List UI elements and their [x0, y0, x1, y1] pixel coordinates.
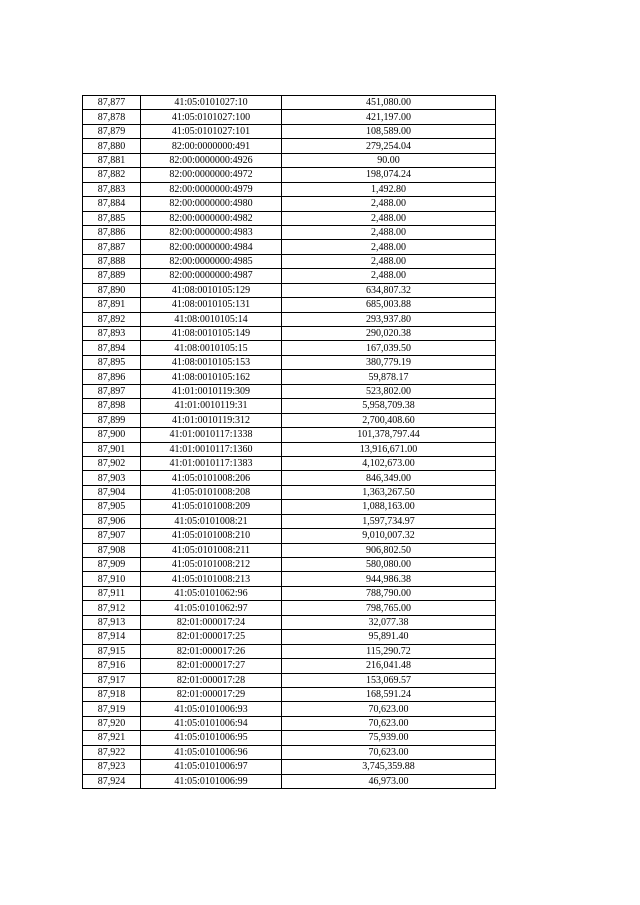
- value-cell: 5,958,709.38: [282, 399, 496, 413]
- table-row: [83, 774, 496, 788]
- table-row: [83, 485, 496, 499]
- row-number-cell: 87,908: [83, 543, 141, 557]
- row-number-cell: 87,912: [83, 601, 141, 615]
- table-row: [83, 153, 496, 167]
- value-cell: 153,069.57: [282, 673, 496, 687]
- value-cell: 168,591.24: [282, 687, 496, 701]
- row-number-cell: 87,881: [83, 153, 141, 167]
- table-row: [83, 110, 496, 124]
- value-cell: 198,074.24: [282, 168, 496, 182]
- row-number-cell: 87,913: [83, 615, 141, 629]
- row-number-cell: 87,907: [83, 529, 141, 543]
- table-row: [83, 298, 496, 312]
- table-row: [83, 384, 496, 398]
- table-row: [83, 124, 496, 138]
- cadastral-number-cell: 82:01:000017:27: [141, 659, 282, 673]
- data-table-body: [83, 96, 496, 789]
- cadastral-number-cell: 82:00:0000000:4980: [141, 197, 282, 211]
- cadastral-number-cell: 41:05:0101062:96: [141, 586, 282, 600]
- cadastral-number-cell: 41:01:0010119:312: [141, 413, 282, 427]
- row-number-cell: 87,909: [83, 558, 141, 572]
- value-cell: 523,802.00: [282, 384, 496, 398]
- cadastral-number-cell: 41:05:0101008:208: [141, 485, 282, 499]
- table-row: [83, 471, 496, 485]
- value-cell: 2,488.00: [282, 211, 496, 225]
- value-cell: 3,745,359.88: [282, 760, 496, 774]
- table-row: [83, 283, 496, 297]
- cadastral-number-cell: 82:00:0000000:4979: [141, 182, 282, 196]
- cadastral-number-cell: 82:01:000017:29: [141, 687, 282, 701]
- value-cell: 290,020.38: [282, 327, 496, 341]
- row-number-cell: 87,910: [83, 572, 141, 586]
- table-row: [83, 673, 496, 687]
- row-number-cell: 87,906: [83, 514, 141, 528]
- cadastral-number-cell: 82:00:0000000:4983: [141, 225, 282, 239]
- cadastral-number-cell: 82:00:0000000:4926: [141, 153, 282, 167]
- cadastral-number-cell: 41:05:0101006:99: [141, 774, 282, 788]
- row-number-cell: 87,904: [83, 485, 141, 499]
- value-cell: 1,597,734.97: [282, 514, 496, 528]
- table-row: [83, 601, 496, 615]
- table-row: [83, 745, 496, 759]
- cadastral-number-cell: 41:05:0101062:97: [141, 601, 282, 615]
- row-number-cell: 87,878: [83, 110, 141, 124]
- value-cell: 59,878.17: [282, 370, 496, 384]
- value-cell: 798,765.00: [282, 601, 496, 615]
- row-number-cell: 87,884: [83, 197, 141, 211]
- value-cell: 380,779.19: [282, 355, 496, 369]
- cadastral-number-cell: 41:08:0010105:149: [141, 327, 282, 341]
- data-table: [82, 95, 496, 789]
- cadastral-number-cell: 41:05:0101006:93: [141, 702, 282, 716]
- cadastral-number-cell: 41:05:0101008:213: [141, 572, 282, 586]
- table-row: [83, 572, 496, 586]
- cadastral-number-cell: 41:08:0010105:129: [141, 283, 282, 297]
- table-row: [83, 586, 496, 600]
- table-row: [83, 644, 496, 658]
- value-cell: 90.00: [282, 153, 496, 167]
- cadastral-number-cell: 82:00:0000000:4972: [141, 168, 282, 182]
- value-cell: 115,290.72: [282, 644, 496, 658]
- value-cell: 421,197.00: [282, 110, 496, 124]
- table-row: [83, 543, 496, 557]
- row-number-cell: 87,922: [83, 745, 141, 759]
- cadastral-number-cell: 82:00:0000000:491: [141, 139, 282, 153]
- row-number-cell: 87,879: [83, 124, 141, 138]
- table-row: [83, 428, 496, 442]
- row-number-cell: 87,888: [83, 254, 141, 268]
- table-row: [83, 514, 496, 528]
- row-number-cell: 87,897: [83, 384, 141, 398]
- table-row: [83, 456, 496, 470]
- table-row: [83, 370, 496, 384]
- cadastral-number-cell: 41:05:0101008:206: [141, 471, 282, 485]
- cadastral-number-cell: 41:05:0101027:100: [141, 110, 282, 124]
- row-number-cell: 87,920: [83, 716, 141, 730]
- cadastral-number-cell: 41:05:0101006:97: [141, 760, 282, 774]
- table-row: [83, 197, 496, 211]
- row-number-cell: 87,901: [83, 442, 141, 456]
- value-cell: 846,349.00: [282, 471, 496, 485]
- value-cell: 2,488.00: [282, 197, 496, 211]
- row-number-cell: 87,890: [83, 283, 141, 297]
- table-row: [83, 659, 496, 673]
- cadastral-number-cell: 41:01:0010119:31: [141, 399, 282, 413]
- value-cell: 906,802.50: [282, 543, 496, 557]
- table-row: [83, 139, 496, 153]
- value-cell: 1,088,163.00: [282, 500, 496, 514]
- cadastral-number-cell: 41:05:0101006:96: [141, 745, 282, 759]
- value-cell: 46,973.00: [282, 774, 496, 788]
- table-row: [83, 182, 496, 196]
- value-cell: 2,488.00: [282, 269, 496, 283]
- row-number-cell: 87,896: [83, 370, 141, 384]
- cadastral-number-cell: 41:01:0010117:1360: [141, 442, 282, 456]
- cadastral-number-cell: 41:05:0101027:101: [141, 124, 282, 138]
- cadastral-number-cell: 82:00:0000000:4984: [141, 240, 282, 254]
- table-row: [83, 355, 496, 369]
- table-row: [83, 399, 496, 413]
- row-number-cell: 87,911: [83, 586, 141, 600]
- row-number-cell: 87,923: [83, 760, 141, 774]
- cadastral-number-cell: 41:08:0010105:153: [141, 355, 282, 369]
- table-row: [83, 615, 496, 629]
- table-row: [83, 96, 496, 110]
- value-cell: 13,916,671.00: [282, 442, 496, 456]
- row-number-cell: 87,918: [83, 687, 141, 701]
- table-row: [83, 687, 496, 701]
- table-row: [83, 312, 496, 326]
- value-cell: 2,488.00: [282, 225, 496, 239]
- row-number-cell: 87,885: [83, 211, 141, 225]
- value-cell: 451,080.00: [282, 96, 496, 110]
- table-row: [83, 168, 496, 182]
- cadastral-number-cell: 82:00:0000000:4985: [141, 254, 282, 268]
- row-number-cell: 87,892: [83, 312, 141, 326]
- cadastral-number-cell: 82:01:000017:28: [141, 673, 282, 687]
- value-cell: 2,700,408.60: [282, 413, 496, 427]
- row-number-cell: 87,914: [83, 630, 141, 644]
- value-cell: 2,488.00: [282, 254, 496, 268]
- value-cell: 580,080.00: [282, 558, 496, 572]
- cadastral-number-cell: 41:05:0101006:95: [141, 731, 282, 745]
- row-number-cell: 87,915: [83, 644, 141, 658]
- value-cell: 634,807.32: [282, 283, 496, 297]
- row-number-cell: 87,919: [83, 702, 141, 716]
- value-cell: 685,003.88: [282, 298, 496, 312]
- cadastral-number-cell: 41:01:0010117:1383: [141, 456, 282, 470]
- value-cell: 293,937.80: [282, 312, 496, 326]
- row-number-cell: 87,900: [83, 428, 141, 442]
- table-row: [83, 731, 496, 745]
- cadastral-number-cell: 41:05:0101027:10: [141, 96, 282, 110]
- value-cell: 70,623.00: [282, 716, 496, 730]
- row-number-cell: 87,902: [83, 456, 141, 470]
- table-row: [83, 529, 496, 543]
- cadastral-number-cell: 41:01:0010117:1338: [141, 428, 282, 442]
- row-number-cell: 87,891: [83, 298, 141, 312]
- row-number-cell: 87,916: [83, 659, 141, 673]
- row-number-cell: 87,924: [83, 774, 141, 788]
- table-row: [83, 760, 496, 774]
- value-cell: 70,623.00: [282, 745, 496, 759]
- table-row: [83, 240, 496, 254]
- table-row: [83, 702, 496, 716]
- row-number-cell: 87,898: [83, 399, 141, 413]
- cadastral-number-cell: 41:08:0010105:15: [141, 341, 282, 355]
- cadastral-number-cell: 41:05:0101008:210: [141, 529, 282, 543]
- value-cell: 75,939.00: [282, 731, 496, 745]
- value-cell: 216,041.48: [282, 659, 496, 673]
- value-cell: 944,986.38: [282, 572, 496, 586]
- value-cell: 788,790.00: [282, 586, 496, 600]
- cadastral-number-cell: 41:08:0010105:131: [141, 298, 282, 312]
- row-number-cell: 87,917: [83, 673, 141, 687]
- value-cell: 2,488.00: [282, 240, 496, 254]
- table-row: [83, 341, 496, 355]
- table-row: [83, 500, 496, 514]
- cadastral-number-cell: 41:05:0101006:94: [141, 716, 282, 730]
- row-number-cell: 87,887: [83, 240, 141, 254]
- value-cell: 9,010,007.32: [282, 529, 496, 543]
- value-cell: 1,492.80: [282, 182, 496, 196]
- cadastral-number-cell: 41:08:0010105:162: [141, 370, 282, 384]
- value-cell: 70,623.00: [282, 702, 496, 716]
- row-number-cell: 87,883: [83, 182, 141, 196]
- table-row: [83, 630, 496, 644]
- cadastral-number-cell: 41:08:0010105:14: [141, 312, 282, 326]
- value-cell: 1,363,267.50: [282, 485, 496, 499]
- row-number-cell: 87,899: [83, 413, 141, 427]
- table-row: [83, 254, 496, 268]
- row-number-cell: 87,894: [83, 341, 141, 355]
- table-row: [83, 413, 496, 427]
- value-cell: 32,077.38: [282, 615, 496, 629]
- cadastral-number-cell: 41:01:0010119:309: [141, 384, 282, 398]
- table-row: [83, 558, 496, 572]
- value-cell: 101,378,797.44: [282, 428, 496, 442]
- cadastral-number-cell: 41:05:0101008:21: [141, 514, 282, 528]
- table-row: [83, 225, 496, 239]
- table-row: [83, 442, 496, 456]
- value-cell: 108,589.00: [282, 124, 496, 138]
- value-cell: 4,102,673.00: [282, 456, 496, 470]
- cadastral-number-cell: 41:05:0101008:209: [141, 500, 282, 514]
- value-cell: 95,891.40: [282, 630, 496, 644]
- row-number-cell: 87,882: [83, 168, 141, 182]
- table-row: [83, 269, 496, 283]
- cadastral-number-cell: 41:05:0101008:212: [141, 558, 282, 572]
- table-row: [83, 211, 496, 225]
- value-cell: 279,254.04: [282, 139, 496, 153]
- table-row: [83, 716, 496, 730]
- row-number-cell: 87,893: [83, 327, 141, 341]
- row-number-cell: 87,889: [83, 269, 141, 283]
- row-number-cell: 87,895: [83, 355, 141, 369]
- value-cell: 167,039.50: [282, 341, 496, 355]
- row-number-cell: 87,921: [83, 731, 141, 745]
- row-number-cell: 87,880: [83, 139, 141, 153]
- cadastral-number-cell: 82:00:0000000:4987: [141, 269, 282, 283]
- table-row: [83, 327, 496, 341]
- row-number-cell: 87,886: [83, 225, 141, 239]
- cadastral-number-cell: 82:01:000017:24: [141, 615, 282, 629]
- cadastral-number-cell: 82:01:000017:26: [141, 644, 282, 658]
- cadastral-number-cell: 82:01:000017:25: [141, 630, 282, 644]
- row-number-cell: 87,877: [83, 96, 141, 110]
- cadastral-number-cell: 82:00:0000000:4982: [141, 211, 282, 225]
- row-number-cell: 87,905: [83, 500, 141, 514]
- cadastral-number-cell: 41:05:0101008:211: [141, 543, 282, 557]
- row-number-cell: 87,903: [83, 471, 141, 485]
